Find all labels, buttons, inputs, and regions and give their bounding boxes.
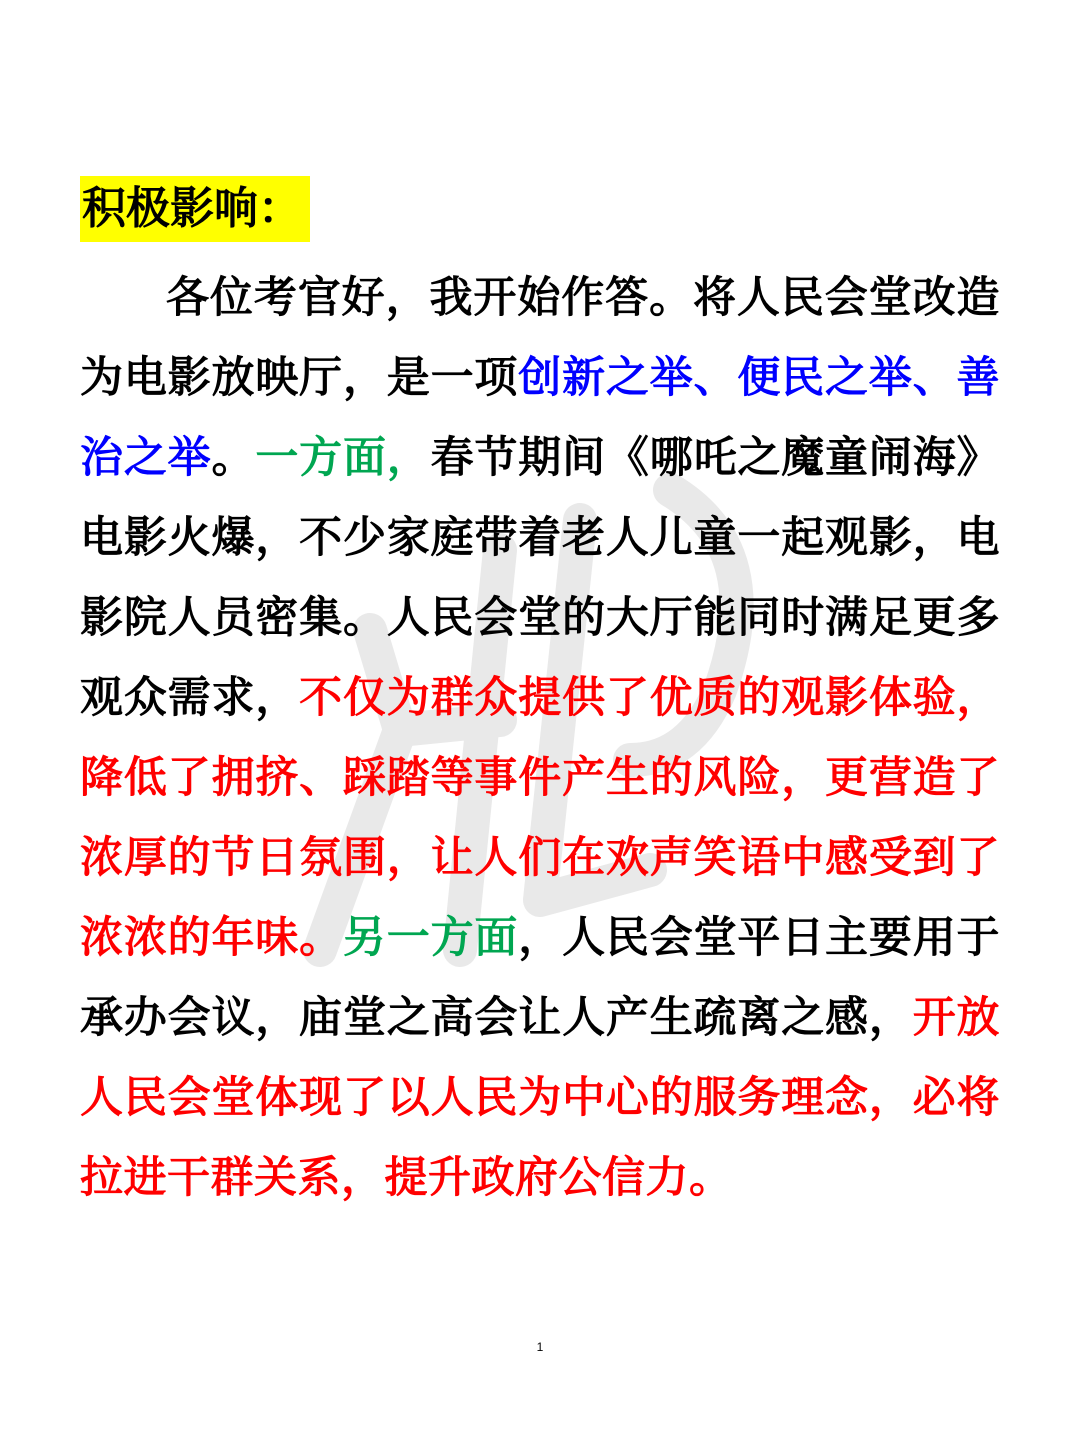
answer-paragraph: [80, 258, 1000, 1218]
text-run: 一方面，: [255, 433, 431, 483]
text-run: 。: [211, 433, 256, 483]
text-run: 另一方面: [342, 913, 519, 963]
text-run: 不仅为群众提供了优质的观影体验，降低了拥挤、踩踏等事件产生的风险，更营造了浓厚的节日氛围，让人们在欢声笑语中感受到了浓浓的年味。: [80, 673, 1000, 963]
text-run: 开放人民会堂体现了以人民为中心的服务理念，必将拉进干群关系，提升政府公信力。: [80, 993, 1001, 1203]
section-heading: 积极影响：: [80, 176, 310, 242]
text-run: 各位考官好，我开始作答。将人民会堂改造为电影放映厅，是一项: [80, 273, 1000, 403]
page-number: 1: [536, 1340, 544, 1354]
text-run: 春节期间《哪吒之魔童闹海》电影火爆，不少家庭带着老人儿童一起观影，电影院人员密集。人民会堂的大厅能同时满足更多观众需求，: [80, 433, 1001, 723]
text-run: ，人民会堂平日主要用于承办会议，庙堂之高会让人产生疏离之感，: [80, 913, 1001, 1043]
text-run: 创新之举、便民之举、善治之举: [80, 353, 1000, 483]
